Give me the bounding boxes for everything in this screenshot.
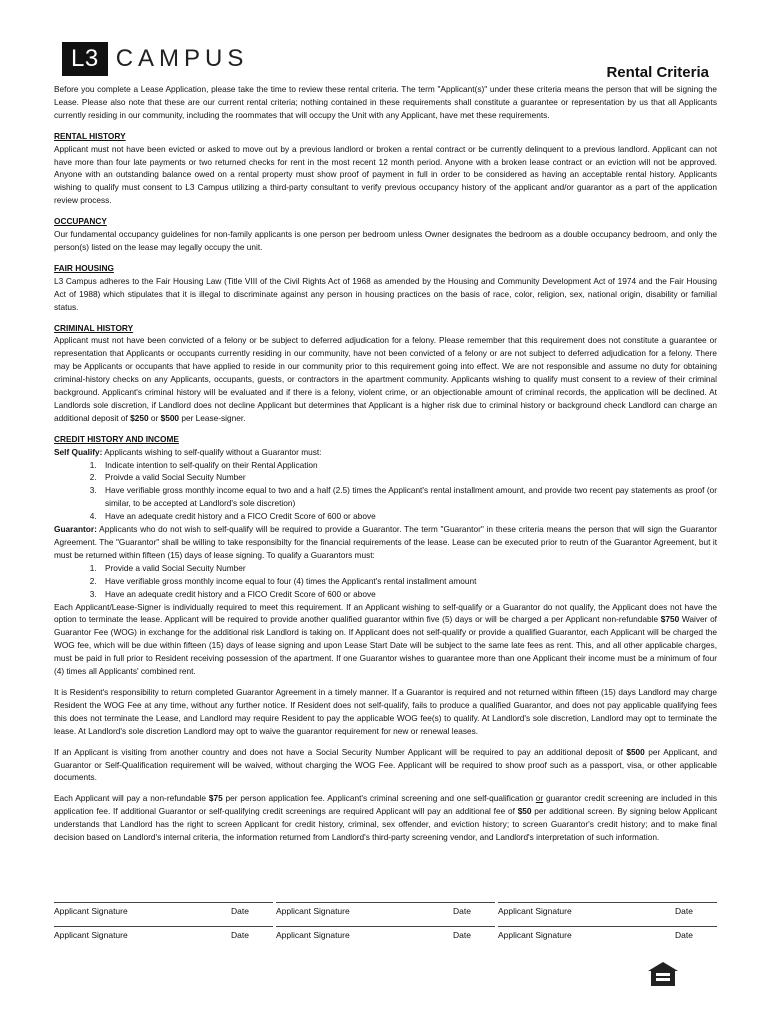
rental-history-text: Applicant must not have been evicted or asked to move out by a previous landlord or broken a rental contract or be currently delinquent to a previous landlord. Applicant can not have more than four late payments or two returned checks for rent in the most recent 12 month period. Anyone with a broken lease contract or an eviction will not be approved. Anyone with an outstanding balance owed on a rental property must show proof of payment in full in order to be considered as having an acceptable rental history. Applicants wishing to qualify must consent to L3 Campus utilizing a third-party consultant to verify previous occupancy history of the applicant and/or guarantor as a part of the application review process. — [54, 143, 717, 206]
date-label: Date — [675, 906, 693, 916]
signature-label: Applicant Signature — [276, 930, 350, 940]
date-label: Date — [675, 930, 693, 940]
self-qualify-label: Self Qualify: — [54, 446, 103, 457]
l3-campus-logo — [62, 42, 248, 76]
signature-label: Applicant Signature — [54, 930, 128, 940]
intro-paragraph: Before you complete a Lease Application, please take the time to review these rental criteria. The term "Applicant(s)" under these criteria means the person that will be signing the Lease. Please also note that these are our current rental criteria; nothing contained in these requirements shall constitute a guarantee or representation by us that all Applicants currently residing in our community, including the roommates that will occupy the Unit with any Applicant, have met these requirements. — [54, 84, 717, 120]
list-item: 3. Have an adequate credit history and a FICO Credit Score of 600 or above — [99, 588, 717, 601]
criminal-history-tail: per Lease-signer. — [179, 412, 246, 423]
additional-fee: $50 — [517, 806, 532, 817]
criminal-history-body: Applicant must not have been convicted of a felony or be subject to deferred adjudication for a felony. Please remember that this requirement does not constitute a guarantee or representation that Applicants or occupants currently residing in our community, have not been convicted of a felony or are not subject to deferred adjudication for a felony. There may be Applicants or occupants that have applied to reside in our community prior to this requirement going into effect. We are not responsible and assume no duty for obtaining criminal-history checks on any Applicants, occupants, guests, or contractors in the apartment community. Applicants wishing to qualify must consent to a review of their criminal background. Applicant's criminal history will be evaluated and if there is a felony, violent crime, or an objectionable amount of criminal records, the application will be declined. At Landlords sole discretion, if Landlord does not decline Applicant but determines that Applicant is a higher risk due to criminal history or background check Landlord can charge an additional deposit of — [54, 335, 717, 423]
signature-line[interactable] — [276, 902, 495, 926]
occupancy-heading: OCCUPANCY — [54, 216, 107, 227]
signature-row — [54, 926, 717, 950]
signature-line[interactable] — [54, 902, 273, 926]
or-underlined: or — [535, 793, 544, 804]
occupancy-section — [54, 215, 717, 254]
signature-label: Applicant Signature — [498, 906, 572, 916]
signature-label: Applicant Signature — [498, 930, 572, 940]
list-item: 3. Have verifiable gross monthly income equal to two and a half (2.5) times the Applicant's rental installment amount, and provide two recent pay statements as proof (or similar, to be accepted at Landlord's sole discretion) — [99, 484, 717, 510]
criminal-history-section — [54, 322, 717, 425]
signature-row — [54, 902, 717, 926]
international-p1: If an Applicant is visiting from another country and does not have a Social Security Number Applicant will be required to pay an additional deposit of — [54, 746, 627, 757]
guarantor-text: Applicants who do not wish to self-qualify will be required to provide a Guarantor. The term "Guarantor" in these criteria means the person that will sign the Guarantor Agreement. The "Guarantor" shall be willing to take responsibilty for the financial requirements of the lease. Lease can be executed prior to reutn of the Guarantor Agreement, but it must be returned within fifteen (15) days of lease signing. To qualify a Guarantors must: — [54, 524, 717, 560]
signature-label: Applicant Signature — [54, 906, 128, 916]
fair-housing-heading: FAIR HOUSING — [54, 262, 114, 273]
signature-line[interactable] — [276, 926, 495, 950]
date-label: Date — [453, 906, 471, 916]
rental-history-heading: RENTAL HISTORY — [54, 130, 126, 141]
or-text: or — [148, 412, 161, 423]
each-applicant-paragraph — [54, 601, 717, 678]
list-item: 2. Have verifiable gross monthly income equal to four (4) times the Applicant's rental installment amount — [99, 575, 717, 588]
credit-section — [54, 433, 717, 678]
guarantor-label: Guarantor: — [54, 524, 97, 535]
signature-area — [54, 902, 717, 950]
list-item: 1. Provide a valid Social Secuity Number — [99, 562, 717, 575]
fees-p2: per person application fee. Applicant's criminal screening and one self-qualification — [222, 793, 536, 804]
each-applicant-p2: Waiver of Guarantor Fee (WOG) in exchange for the additional risk Landlord is taking on. If Applicant does not self-qualify or provide a qualified Guarantor, each Applicant will be charged the WOG fee, which will be due within fifteen (15) days of lease signing and upon Lease Start Date will be subject to the same late fees as rent. This, and all other applicable charges, must be paid in full prior to Resident receiving possession of the apartment. If one Guarantor wishes to guarantee more than one Applicant their income must be a minimum of four (4) times all Applicants' combined rent. — [54, 614, 717, 677]
fair-housing-section — [54, 262, 717, 314]
signature-label: Applicant Signature — [276, 906, 350, 916]
fees-p4: per additional screen. By signing below Applicant understands that Landlord has the right to screen Applicant for credit history, criminal, sex offender, and eviction history; to screen Guarantor's credit history; and to make final decision based on Landlord's internal criteria, the information returned from Landlord's third-party screening vendor, and Landlord's interpretation of such information. — [54, 806, 718, 843]
page-title: Rental Criteria — [606, 64, 709, 81]
credit-heading: CREDIT HISTORY AND INCOME — [54, 433, 179, 444]
fees-paragraph — [54, 792, 717, 844]
international-deposit: $500 — [626, 746, 645, 757]
deposit-amount-1: $250 — [130, 412, 149, 423]
application-fee: $75 — [208, 793, 223, 804]
date-label: Date — [453, 930, 471, 940]
signature-line[interactable] — [54, 926, 273, 950]
signature-line[interactable] — [498, 926, 717, 950]
list-item: 2. Proivde a valid Social Secuity Number — [99, 471, 717, 484]
wog-amount: $750 — [660, 614, 680, 625]
occupancy-text: Our fundamental occupancy guidelines for non-family applicants is one person per bedroom unless Owner designates the bedroom as a double occupancy bedroom, and only the person(s) listed on the lease may legally occupy the unit. — [54, 229, 717, 252]
each-applicant-p1: Each Applicant/Lease-Signer is individually required to meet this requirement. If an Applicant wishing to self-qualify or a Guarantor do not qualify, the Applicant does not have the option to terminate the lease. Applicant will be required to provide another qualified guarantor within five (5) days or will be charged a per Applicant non-refundable — [54, 601, 717, 625]
fees-p3: guarantor credit screening are included in this application fee. If additional Guarantor or self-qualifying credit screenings are required Applicant will pay an additional fee of — [54, 793, 718, 817]
date-label: Date — [231, 930, 249, 940]
fees-p1: Each Applicant will pay a non-refundable — [54, 793, 209, 804]
guarantor-list — [54, 562, 717, 601]
list-item: 1. Indicate intention to self-qualify on their Rental Application — [99, 459, 717, 472]
date-label: Date — [231, 906, 249, 916]
self-qualify-intro — [54, 446, 717, 459]
rental-history-section — [54, 130, 717, 207]
guarantor-intro — [54, 523, 717, 562]
criminal-history-heading: CRIMINAL HISTORY — [54, 322, 134, 333]
logo-box: L3 — [62, 42, 108, 76]
signature-line[interactable] — [498, 902, 717, 926]
list-item: 4. Have an adequate credit history and a FICO Credit Score of 600 or above — [99, 510, 717, 523]
document-body — [54, 83, 717, 844]
logo-text: CAMPUS — [115, 45, 249, 72]
international-p2: per Applicant, and Guarantor or Self-Qualification requirement will be waived, without charging the WOG Fee. Applicant will be required to show proof such as a passport, visa, or other applicable documents. — [54, 746, 717, 783]
criminal-history-text — [54, 334, 717, 424]
self-qualify-text: Applicants wishing to self-qualify without a Guarantor must: — [102, 446, 322, 457]
equal-housing-icon — [647, 961, 679, 987]
deposit-amount-2: $500 — [160, 412, 180, 423]
self-qualify-list — [54, 459, 717, 524]
fair-housing-text: L3 Campus adheres to the Fair Housing Law (Title VIII of the Civil Rights Act of 1968 as amended by the Housing and Community Development Act of 1974 and the Fair Housing Act of 1988) which stipulates that it is illegal to discriminate against any person in housing practices on the basis of race, color, religion, sex, national origin, disability or familial status. — [54, 275, 717, 312]
resident-responsibility-paragraph: It is Resident's responsibility to return completed Guarantor Agreement in a timely manner. If a Guarantor is required and not returned within fifteen (15) days Landlord may charge Resident the WOG Fee at any time, without any further notice. If Resident does not self-qualify, fails to produce a qualified Guarantor, and does not pay applicable qualifying fees this does not terminate the Lease, and Landlord may require Resident to pay the applicable WOG fee(s) to qualify. At Landlord's sole discretion, Landlord may opt to terminate the lease. At Landlord's sole discretion Landlord may opt to waive the guarantor requirement for new or renewal leases. — [54, 686, 717, 736]
international-paragraph — [54, 746, 717, 785]
